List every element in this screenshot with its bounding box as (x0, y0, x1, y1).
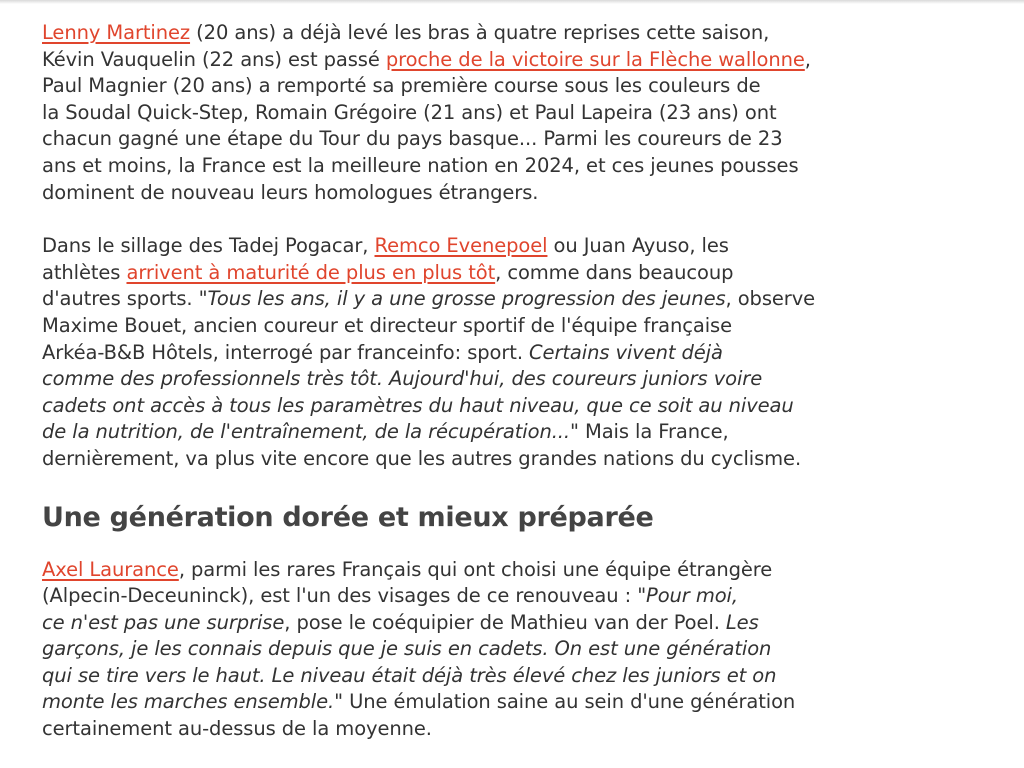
quote: qui se tire vers le haut. Le niveau était déjà très élevé chez les juniors et on (42, 663, 777, 687)
link-remco-evenepoel[interactable]: Remco Evenepoel (374, 234, 548, 258)
quote: comme des professionnels très tôt. Aujourd'hui, des coureurs juniors voire (42, 367, 763, 391)
paragraph-3: Axel Laurance, parmi les rares Français qui ont choisi une équipe étrangère (Alpecin-Deceuninck), est l'un des visages de ce renouveau : "Pour moi, ce n'est pas une surprise, pose le coéquipier de Mathieu van der Poel. Les garçons, je les connais depuis que je suis en cadets. On est une génération qui se tire vers le haut. Le niveau était déjà très élevé chez les juniors et on monte les marches ensemble." Une émulation saine au sein d'une génération certainement au-dessus de la moyenne. (42, 557, 942, 743)
quote: Certains vivent déjà (529, 340, 723, 364)
quote: Les (725, 610, 759, 634)
paragraph-1: Lenny Martinez (20 ans) a déjà levé les bras à quatre reprises cette saison, Kévin Vauquelin (22 ans) est passé proche de la victoire sur la Flèche wallonne, Paul Magnier (20 ans) a remporté sa première course sous les couleurs de la Soudal Quick-Step, Romain Grégoire (21 ans) et Paul Lapeira (23 ans) ont chacun gagné une étape du Tour du pays basque... Parmi les coureurs de 23 ans et moins, la France est la meilleure nation en 2024, et ces jeunes pousses dominent de nouveau leurs homologues étrangers. (42, 21, 811, 204)
link-lenny-martinez[interactable]: Lenny Martinez (42, 21, 191, 44)
quote: de la nutrition, de l'entraînement, de la récupération..." (42, 420, 579, 444)
quote: monte les marches ensemble." (42, 690, 343, 714)
section-heading: Une génération dorée et mieux préparée (42, 501, 654, 533)
paragraph-2: Dans le sillage des Tadej Pogacar, Remco Evenepoel ou Juan Ayuso, les athlètes arrivent à maturité de plus en plus tôt, comme dans beaucoup d'autres sports. "Tous les ans, il y a une grosse progression des jeunes, observe Maxime Bouet, ancien coureur et directeur sportif de l'équipe française Arkéa-B&B Hôtels, interrogé par franceinfo: sport. Certains vivent déjà comme des professionnels très tôt. Aujourd'hui, des coureurs juniors voire cadets ont accès à tous les paramètres du haut niveau, que ce soit au niveau de la nutrition, de l'entraînement, de la récupération..." Mais la France, dernièrement, va plus vite encore que les autres grandes nations du cyclisme. (42, 233, 942, 472)
quote: ce n'est pas une surprise (42, 610, 285, 634)
quote: cadets ont accès à tous les paramètres du haut niveau, que ce soit au niveau (42, 393, 794, 417)
quote: garçons, je les connais depuis que je suis en cadets. On est une génération (42, 637, 772, 661)
link-fleche-wallonne[interactable]: proche de la victoire sur la Flèche wallonne (385, 47, 805, 71)
quote: "Tous les ans, il y a une grosse progression des jeunes (198, 287, 726, 311)
top-edge-shadow (0, 0, 1024, 4)
quote: "Pour moi, (637, 584, 738, 608)
link-axel-laurance[interactable]: Axel Laurance (42, 557, 179, 581)
link-maturite[interactable]: arrivent à maturité de plus en plus tôt (126, 260, 496, 284)
article-body (42, 20, 942, 743)
